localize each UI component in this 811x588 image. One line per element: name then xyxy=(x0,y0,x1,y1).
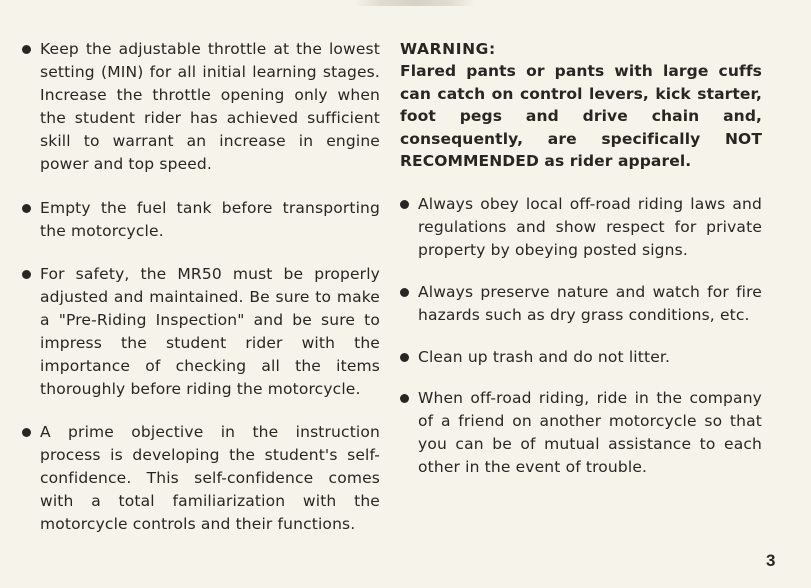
warning-title: WARNING: xyxy=(400,40,496,58)
list-item xyxy=(400,193,762,262)
list-item xyxy=(22,38,380,176)
list-item-text: Empty the fuel tank before transporting the motorcycle. xyxy=(40,199,380,240)
scan-artifact xyxy=(355,0,475,6)
bullet-icon xyxy=(22,45,31,54)
warning-text: Flared pants or pants with large cuffs can catch on control levers, kick starter, foot pegs and drive chain and, consequently, are specifically NOT RECOMMENDED as rider apparel. xyxy=(400,62,762,170)
bullet-icon xyxy=(400,394,409,403)
list-item-text: Clean up trash and do not litter. xyxy=(418,347,671,366)
list-item-text: Keep the adjustable throttle at the lowest setting (MIN) for all initial learning stages. Increase the throttle opening only when the student rider has achieved sufficient skill to warrant an increase in engine power and top speed. xyxy=(40,40,380,173)
warning-box xyxy=(400,38,762,173)
left-column xyxy=(22,38,380,536)
bullet-icon xyxy=(22,428,31,437)
list-item xyxy=(22,197,380,243)
list-item xyxy=(400,387,762,479)
page-number: 3 xyxy=(766,551,776,570)
bullet-icon xyxy=(22,204,31,213)
list-item-text: For safety, the MR50 must be properly adjusted and maintained. Be sure to make a "Pre-Riding Inspection" and be sure to impress the student rider with the importance of checking all the items thoroughly before riding the motorcycle. xyxy=(40,265,380,398)
list-item xyxy=(22,421,380,536)
list-item-text: Always obey local off-road riding laws and regulations and show respect for private property by obeying posted signs. xyxy=(418,194,762,259)
bullet-icon xyxy=(400,288,409,297)
list-item xyxy=(400,346,762,369)
list-item-text: Always preserve nature and watch for fire hazards such as dry grass conditions, etc. xyxy=(418,282,762,324)
list-item xyxy=(400,281,762,327)
bullet-icon xyxy=(400,353,409,362)
bullet-icon xyxy=(22,270,31,279)
list-item-text: A prime objective in the instruction process is developing the student's self-confidence. This self-confidence comes with a total familiarization with the motorcycle controls and their functions. xyxy=(40,423,380,533)
list-item-text: When off-road riding, ride in the company of a friend on another motorcycle so that you can be of mutual assistance to each other in the event of trouble. xyxy=(418,388,762,476)
right-column xyxy=(400,38,762,479)
bullet-icon xyxy=(400,200,409,209)
list-item xyxy=(22,263,380,401)
